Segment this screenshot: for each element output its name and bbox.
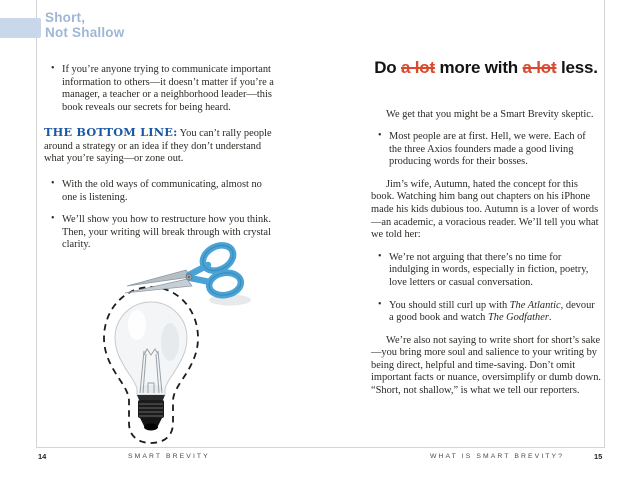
running-head-left: SMART BREVITY [128,452,210,460]
lightbulb-cutout-illustration [58,238,263,445]
bullet-item: • We’ll show you how to restructure how you think. Then, your writing will break through with crystal clarity. [62,214,274,252]
bottom-line-paragraph [44,126,274,166]
page-number-left: 14 [38,452,47,461]
bottom-line-text: You can’t rally people around a strategy or an idea if they don’t understand what you’re saying—or zone out. [44,128,272,165]
page-headline [371,58,601,79]
lightbulb-icon [115,302,187,431]
chapter-title-line2: Not Shallow [45,25,125,41]
headline-strikethrough: a lot [522,58,557,77]
bullet-item: • Most people are at first. Hell, we were. Each of the three Axios founders made a good living producing words for their bosses. [389,131,601,169]
bottom-line-label: THE BOTTOM LINE: [44,125,178,140]
running-head-right: WHAT IS SMART BREVITY? [430,452,565,460]
body-paragraph: Jim’s wife, Autumn, hated the concept for this book. Watching him bang out chapters on his iPhone made his kids dubious too. Autumn is a lover of words—an academic, a voracious reader. We’ll tell you what we told her: [371,178,599,241]
bullet-item: • You should still curl up with The Atlantic, devour a good book and watch The Godfather. [389,300,601,325]
chapter-title [45,10,124,40]
right-bullet-list-2 [371,252,601,325]
chapter-title-line1: Short, [45,10,86,25]
intro-paragraph: We get that you might be a Smart Brevity skeptic. [386,108,594,120]
italic-title: The Atlantic [509,299,561,311]
page-number-right: 15 [594,452,603,461]
right-bullet-list-1 [371,131,601,169]
bullet-item: • With the old ways of communicating, almost no one is listening. [62,179,274,204]
body-paragraph: We’re also not saying to write short for short’s sake—you bring more soul and salience to your writing by being direct, helpful and time-saving. Don’t omit important facts or nuance, oversimplify or dumb down. “Short, not shallow,” is what we tell our reporters. [371,334,601,396]
page-left-content [44,64,274,262]
bullet-item: • We’re not arguing that there’s no time for indulging in words, especially in fiction, poetry, love letters or casual conversation. [389,252,601,290]
bullet-item: • If you’re anyone trying to communicate important information to others—it doesn’t matter if you’re a manager, a teacher or a neighborhood leader—this book reveals our secrets for being heard. [62,64,274,114]
headline-part: Do [374,58,401,77]
bulb-base-icon [137,395,165,431]
left-intro-bullet-list [44,64,274,114]
headline-part: less. [556,58,598,77]
scissors-icon [125,240,251,305]
headline-strikethrough: a lot [401,58,435,77]
italic-title: The Godfather [487,312,549,324]
headline-part: more with [434,58,523,77]
chapter-tab [0,18,41,38]
page-right-content [371,58,601,408]
